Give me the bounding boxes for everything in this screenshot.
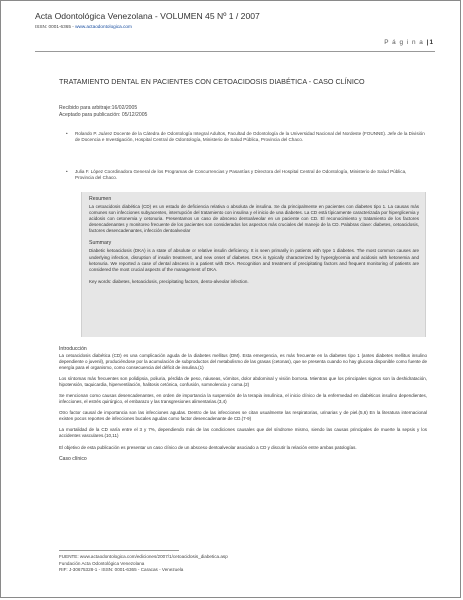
- author-affiliation: Julia F. López Coordinadora General de los Programas de Concurrencias y Pasantías y Directora del Hospital Central de Odontología, Ministerio de Salud Pública, Provincia del Chaco.: [75, 169, 407, 181]
- page-word: P á g i n a: [384, 39, 424, 46]
- article-body: [59, 346, 427, 462]
- abstract-en-text: Diabetic ketoacidosis (DKA) is a state of absolute or relative insulin deficiency. It is seen primarily in patients with type 1 diabetes. The most common causes are underlying infection, disruption of insulin treatment, and new onset of diabetes. DKA is typically characterized by hyperglycemia and acidosis with ketonemia and ketonuria. We reported a case of dental abscess in a patient with DKA. Recognition and treatment of precipitating factors and frequent monitoring of patients are considered the most crucial aspects of the management of DKA.: [89, 248, 419, 272]
- body-paragraph: La mortalidad de la CD varía entre el 3 y 7%, dependiendo más de las condiciones causales que del síndrome mismo, siendo las causas principales de muerte la sepsis y los accidentes vasculares.(10,11): [59, 427, 427, 439]
- body-paragraph: El objetivo de esta publicación es presentar un caso clínico de un absceso dentoalveolar asociado a CD y discutir la relación entre ambas patologías.: [59, 444, 357, 450]
- body-paragraph: La cetoacidosis diabética (CD) es una complicación aguda de la diabetes mellitus (DM). Esta emergencia, es más frecuente en la diabetes tipo 1 (antes diabetes mellitus insulino dependiente o juvenil), produciéndose por la acumulación de subproductos del metabolismo de las grasas (cetonas), que se presenta cuando no hay glucosa disponible como fuente de energía para el organismo, como consecuencia del déficit de insulina.(1): [59, 352, 427, 370]
- author-item: [66, 131, 425, 144]
- header-rule: [35, 51, 435, 52]
- abstract-en-heading: Summary: [89, 240, 112, 247]
- page-separator: |: [426, 39, 430, 46]
- abstract-es-text: La cetoacidosis diabética (CD) es un estado de deficiencia relativa o absoluta de insulina. Se da principalmente en pacientes con diabetes tipo 1. La causas más comunes son infecciones subyacentes, interrupción del tratamiento con insulina y el inicio de una diabetes. La CD está típicamente caracterizada por hiperglicemia y acidosis con cetonemia y cetonuria. Presentamos un caso de absceso dentoalveolar en un paciente con CD. El reconocimiento y tratamiento de los factores desencadenantes y monitoreo frecuente de los pacientes son considerados los aspectos más cruciales del manejo de la CD. Palabras clave: diabetes, cetoacidosis, factores desencadenantes, infección dentoalveolar: [89, 204, 419, 234]
- body-paragraph: Se mencionan como causas desencadenantes, en orden de importancia la suspensión de la terapia insulínica, el inicio clínico de la enfermedad en diabéticos insulino dependientes, infecciones, el estrés quirúrgico, el embarazo y las transgresiones alimentarias.(3,4): [59, 392, 427, 405]
- issn-text: ISSN: 0001-6365 -: [35, 24, 76, 29]
- author-item: [66, 169, 425, 182]
- journal-title: Acta Odontológica Venezolana - VOLUMEN 45 Nº 1 / 2007: [35, 11, 260, 21]
- journal-site-link[interactable]: www.actaodontologica.com: [75, 24, 132, 29]
- article-title: TRATAMIENTO DENTAL EN PACIENTES CON CETOACIDOSIS DIABÉTICA - CASO CLÍNICO: [59, 77, 365, 86]
- abstract-en-keywords: Key words: diabetes, ketoacidosis, precipitating factors, dento-alveolar infection.: [89, 278, 249, 284]
- bullet-icon: •: [66, 169, 68, 174]
- page-number-value: 1: [429, 39, 434, 46]
- body-paragraph: Los síntomas más frecuentes son polidipsia, poliuria, pérdida de peso, náuseas, vómitos, dolor abdominal y visión borrosa. Mientras que los principales signos son la deshidratación, hipotensión, taquicardia, hiperventilación, halitosis cetónica, confusión, somnolencia y coma.(2): [59, 375, 427, 387]
- footer-rif: RIF: J-30675328-1 - ISSN: 0001-6365 - Caracas - Venezuela: [59, 567, 184, 573]
- intro-heading: Introducción: [59, 346, 87, 352]
- page-footer: [59, 550, 419, 574]
- body-paragraph: Otro factor causal de importancia son las infecciones agudas. Dentro de las infecciones se citan usualmente las respiratorias, urinarias y de piel.(5,6) En la literatura internacional existen pocos reportes de infecciones bucales agudas como factor desencadenante de CD.(7-9): [59, 410, 427, 422]
- author-affiliation: Rolando P. Juárez Docente de la Cátedra de Odontología Integral Adultos, Facultad de Odontología de la Universidad Nacional del Nordeste (FOUNNE). Jefe de la División de Docencia e Investigación, Hospital Central de Odontología, Ministerio de Salud Pública, Provincia del Chaco.: [75, 131, 425, 143]
- abstract-box: [81, 192, 426, 337]
- accepted-date: Aceptado para publicación: 05/12/2005: [59, 112, 148, 118]
- footer-source-link[interactable]: FUENTE: www.actaodontologica.com/ediciones/2007/1/cetoacidosis_diabetica.asp: [59, 554, 228, 559]
- bullet-icon: •: [66, 131, 68, 136]
- footer-rule: [59, 550, 179, 551]
- footer-foundation: Fundación Acta Odontológica Venezolana: [59, 560, 145, 566]
- received-date: Recibido para arbitraje:16/02/2005: [59, 105, 138, 111]
- page-number: [384, 39, 434, 46]
- case-heading: Caso clínico: [59, 455, 87, 462]
- issn-line: [35, 23, 455, 30]
- article-dates: [59, 105, 147, 119]
- abstract-es-heading: Resumen: [89, 196, 112, 202]
- journal-header: [35, 11, 455, 30]
